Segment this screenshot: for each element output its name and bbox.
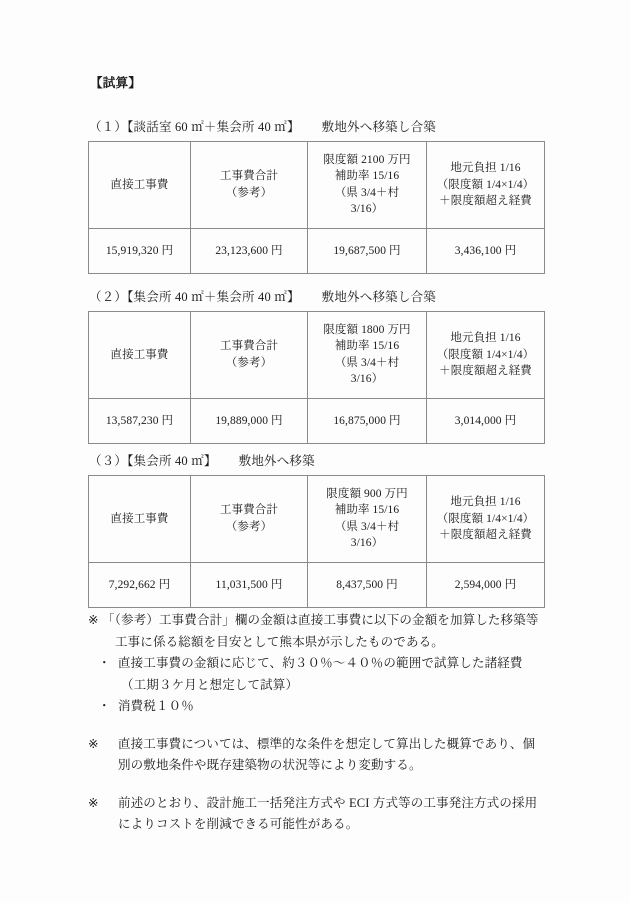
header-total-cost xyxy=(191,311,308,398)
header-total-cost-line2: （参考） xyxy=(225,186,273,199)
header-local-burden xyxy=(427,141,545,228)
value-total-cost: 11,031,500 円 xyxy=(191,562,308,607)
section-number-2: （２） xyxy=(89,290,128,304)
section-case-2 xyxy=(88,288,544,444)
table-header-row xyxy=(89,311,545,398)
header-subsidy-line3: （県 3/4＋村 xyxy=(334,520,400,533)
table-header-row xyxy=(89,141,545,228)
section-method-1: 敷地外へ移築し合築 xyxy=(321,120,436,134)
cost-table-case-3 xyxy=(88,475,545,608)
value-total-cost: 19,889,000 円 xyxy=(191,398,308,443)
header-local-burden-line3: ＋限度額超え経費 xyxy=(439,364,532,377)
header-subsidy-line2: 補助率 15/16 xyxy=(334,170,400,183)
footnotes xyxy=(88,610,558,836)
header-local-burden-line2: （限度額 1/4×1/4） xyxy=(436,178,535,191)
notes-spacer xyxy=(88,777,558,793)
header-local-burden-line3: ＋限度額超え経費 xyxy=(439,528,532,541)
header-subsidy xyxy=(308,311,427,398)
section-method-3: 敷地外へ移築 xyxy=(238,454,315,468)
table-header-row xyxy=(89,475,545,562)
header-local-burden-line2: （限度額 1/4×1/4） xyxy=(436,512,535,525)
section-scope-1: 【談話室 60 ㎡＋集会所 40 ㎡】 xyxy=(127,120,300,134)
header-local-burden-line3: ＋限度額超え経費 xyxy=(439,194,532,207)
header-total-cost xyxy=(191,475,308,562)
header-direct-cost xyxy=(89,141,191,228)
value-local-burden: 2,594,000 円 xyxy=(427,562,545,607)
header-local-burden-line1: 地元負担 1/16 xyxy=(450,496,521,509)
header-subsidy-line4: 3/16） xyxy=(350,373,384,386)
section-scope-3: 【集会所 40 ㎡】 xyxy=(127,454,217,468)
section-title-case-2 xyxy=(88,288,544,307)
table-row xyxy=(89,228,545,273)
header-subsidy-line3: （県 3/4＋村 xyxy=(334,186,400,199)
header-total-cost xyxy=(191,141,308,228)
page-title: 【試算】 xyxy=(90,76,142,90)
footnote-bullet-2-body xyxy=(118,696,194,718)
footnote-3-line2: によりコストを削減できる可能性がある。 xyxy=(118,817,359,831)
header-subsidy-line2: 補助率 15/16 xyxy=(334,504,400,517)
header-direct-cost xyxy=(89,311,191,398)
note-marker-icon: ※ xyxy=(88,795,99,810)
footnote-bullet-1 xyxy=(88,653,558,696)
header-direct-cost-label: 直接工事費 xyxy=(110,178,169,191)
value-direct-cost: 13,587,230 円 xyxy=(89,398,191,443)
table-row xyxy=(89,562,545,607)
value-subsidy: 19,687,500 円 xyxy=(308,228,427,273)
footnote-bullet-2-line1: 消費税１０％ xyxy=(118,699,194,713)
bullet-marker-icon: ・ xyxy=(98,656,111,670)
section-case-3 xyxy=(88,452,544,608)
header-local-burden xyxy=(427,311,545,398)
header-local-burden-line2: （限度額 1/4×1/4） xyxy=(436,348,535,361)
section-scope-2: 【集会所 40 ㎡＋集会所 40 ㎡】 xyxy=(127,290,300,304)
header-local-burden-line1: 地元負担 1/16 xyxy=(450,332,521,345)
header-subsidy-line4: 3/16） xyxy=(350,537,384,550)
footnote-3-body xyxy=(118,793,558,836)
header-total-cost-line1: 工事費合計 xyxy=(220,504,278,517)
footnote-2-line1: 直接工事費については、標準的な条件を想定して算出した概算であり、個 xyxy=(118,736,536,751)
footnote-2-line2: 別の敷地条件や既存建築物の状況等により変動する。 xyxy=(118,758,422,772)
section-case-1 xyxy=(88,118,544,274)
header-direct-cost-label: 直接工事費 xyxy=(110,512,169,525)
value-total-cost: 23,123,600 円 xyxy=(191,228,308,273)
note-marker-icon: ※ xyxy=(88,736,99,751)
bullet-marker-icon: ・ xyxy=(98,699,111,713)
header-subsidy-line2: 補助率 15/16 xyxy=(334,340,400,353)
footnote-bullet-1-line1: 直接工事費の金額に応じて、約３０％～４０％の範囲で試算した諸経費 xyxy=(118,656,523,670)
header-direct-cost xyxy=(89,475,191,562)
section-number-1: （１） xyxy=(89,120,128,134)
header-subsidy-line4: 3/16） xyxy=(350,203,384,216)
cost-table-case-2 xyxy=(88,311,545,444)
header-subsidy xyxy=(308,475,427,562)
footnote-bullet-2 xyxy=(88,696,558,718)
footnote-2 xyxy=(88,734,558,777)
header-subsidy-line3: （県 3/4＋村 xyxy=(334,356,400,369)
section-title-case-3 xyxy=(88,452,544,471)
note-marker-icon: ※ xyxy=(88,613,99,627)
notes-spacer xyxy=(88,718,558,734)
value-local-burden: 3,014,000 円 xyxy=(427,398,545,443)
section-title-case-1 xyxy=(88,118,544,137)
footnote-1-line2: 工事に係る総額を目安として熊本県が示したものである。 xyxy=(115,634,444,649)
footnote-2-body xyxy=(118,734,558,777)
header-subsidy-line1: 限度額 1800 万円 xyxy=(323,324,411,337)
section-method-2: 敷地外へ移築し合築 xyxy=(321,290,436,304)
header-direct-cost-label: 直接工事費 xyxy=(110,348,169,361)
footnote-3 xyxy=(88,793,558,836)
footnote-1 xyxy=(88,610,558,653)
header-local-burden-line1: 地元負担 1/16 xyxy=(450,162,521,175)
header-subsidy-line1: 限度額 2100 万円 xyxy=(323,154,411,167)
header-subsidy-line1: 限度額 900 万円 xyxy=(326,488,408,501)
footnote-1-body xyxy=(102,610,558,653)
header-local-burden xyxy=(427,475,545,562)
header-total-cost-line1: 工事費合計 xyxy=(220,170,278,183)
cost-table-case-1 xyxy=(88,141,545,274)
value-subsidy: 8,437,500 円 xyxy=(308,562,427,607)
footnote-1-line1: 「（参考）工事費合計」欄の金額は直接工事費に以下の金額を加算した移築等 xyxy=(102,613,539,627)
value-direct-cost: 15,919,320 円 xyxy=(89,228,191,273)
header-subsidy xyxy=(308,141,427,228)
value-direct-cost: 7,292,662 円 xyxy=(89,562,191,607)
footnote-3-line1: 前述のとおり、設計施工一括発注方式や ECI 方式等の工事発注方式の採用 xyxy=(118,795,538,810)
table-row xyxy=(89,398,545,443)
footnote-bullet-1-body xyxy=(118,653,523,696)
footnote-bullet-1-line2: （工期３ケ月と想定して試算） xyxy=(121,677,299,692)
section-number-3: （３） xyxy=(89,454,128,468)
header-total-cost-line2: （参考） xyxy=(225,356,273,369)
header-total-cost-line1: 工事費合計 xyxy=(220,340,278,353)
value-subsidy: 16,875,000 円 xyxy=(308,398,427,443)
value-local-burden: 3,436,100 円 xyxy=(427,228,545,273)
header-total-cost-line2: （参考） xyxy=(225,520,273,533)
